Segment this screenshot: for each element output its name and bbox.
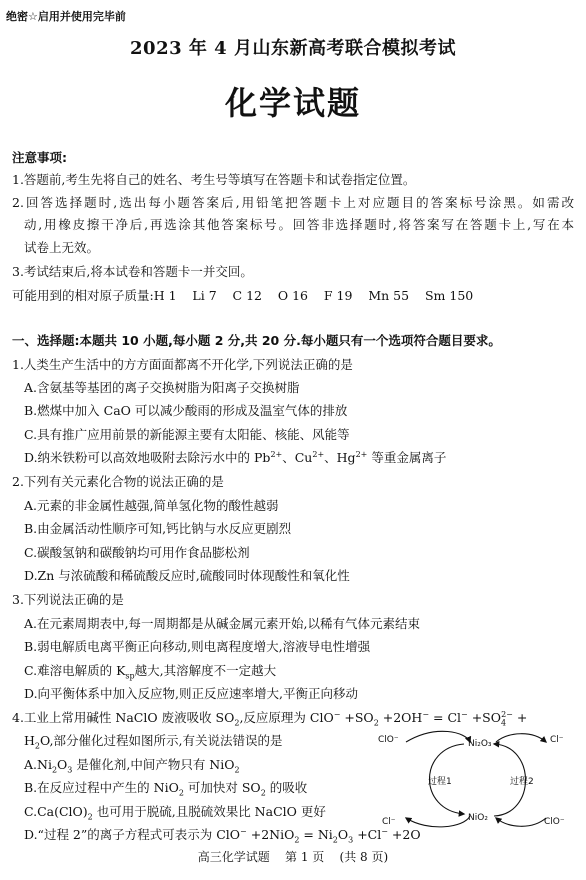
q4-option-b: B.在反应过程中产生的 NiO$_2$ 可加快对 $SO_2$ 的吸收 — [24, 780, 308, 798]
subject-title: 化学试题 — [224, 84, 361, 122]
notice-item-1: 1.答题前,考生先将自己的姓名、考生号等填写在答题卡和试卷指定位置。 — [12, 172, 416, 187]
notice-item-2-line-1: 2.回答选择题时,选出每小题答案后,用铅笔把答题卡上对应题目的答案标号涂黑。如需改 — [12, 195, 574, 210]
q1-option-a: A.含氨基等基团的离子交换树脂为阳离子交换树脂 — [24, 380, 300, 395]
notice-heading: 注意事项: — [12, 150, 67, 165]
label-nio-bottom: NiO₂ — [468, 813, 488, 823]
q3-option-c: C.难溶电解质的 $K_{sp}$越大,其溶解度不一定越大 — [24, 663, 277, 681]
label-clo-left: ClO⁻ — [378, 735, 399, 745]
arc-process-2-top — [496, 734, 546, 742]
arc-process-1 — [406, 731, 470, 742]
q1-option-d: D.纳米铁粉可以高效地吸附去除污水中的 $Pb^{2+}$、$Cu^{2+}$、$Hg^{2+}$ 等重金属离子 — [24, 449, 447, 465]
q4-stem-line-2: $H_2O$,部分催化过程如图所示,有关说法错误的是 — [24, 733, 283, 751]
label-clo-right: ClO⁻ — [544, 817, 565, 827]
q2-stem: 2.下列有关元素化合物的说法正确的是 — [12, 474, 224, 489]
q4-option-c: $C.Ca(ClO)_2$ 也可用于脱硫,且脱硫效果比 NaClO 更好 — [24, 804, 326, 822]
exam-title: 2023 年 4 月山东新高考联合模拟考试 — [130, 38, 456, 59]
notice-item-2-line-3: 试卷上无效。 — [24, 240, 100, 255]
label-cl-right: Cl⁻ — [550, 735, 564, 745]
q3-option-b: B.弱电解质电离平衡正向移动,则电离程度增大,溶液导电性增强 — [24, 639, 371, 654]
page-footer: 高三化学试题 第 1 页 (共 8 页) — [197, 850, 389, 864]
atomic-masses: 可能用到的相对原子质量:H 1 Li 7 C 12 O 16 F 19 Mn 55 Sm 150 — [12, 288, 474, 303]
q1-option-c: C.具有推广应用前景的新能源主要有太阳能、核能、风能等 — [24, 427, 350, 442]
q2-option-b: B.由金属活动性顺序可知,钙比钠与水反应更剧烈 — [24, 521, 292, 536]
arc-process-2-bottom — [496, 818, 546, 826]
arc-process-1-return — [406, 816, 470, 827]
q2-option-d: D.Zn 与浓硫酸和稀硫酸反应时,硫酸同时体现酸性和氧化性 — [24, 568, 350, 583]
catalytic-cycle-diagram — [376, 728, 582, 832]
label-cl-left: Cl⁻ — [382, 817, 396, 827]
notice-item-2-line-2: 动,用橡皮擦干净后,再选涂其他答案标号。回答非选择题时,将答案写在答题卡上,写在本 — [24, 217, 574, 232]
q3-stem: 3.下列说法正确的是 — [12, 592, 124, 607]
label-process-1: 过程1 — [428, 777, 452, 787]
label-process-2: 过程2 — [510, 777, 534, 787]
secret-mark: 绝密☆启用并使用完毕前 — [6, 10, 126, 23]
q4-option-a: $A.Ni_2O_3$ 是催化剂,中间产物只有 NiO$_2$ — [24, 757, 240, 775]
q3-option-a: A.在元素周期表中,每一周期都是从碱金属元素开始,以稀有气体元素结束 — [24, 616, 420, 631]
q3-option-d: D.向平衡体系中加入反应物,则正反应速率增大,平衡正向移动 — [24, 686, 358, 701]
label-nio-top: Ni₂O₃ — [468, 739, 492, 749]
q2-option-a: A.元素的非金属性越强,简单氢化物的酸性越弱 — [24, 498, 279, 513]
q4-stem-line-1: 4.工业上常用碱性 NaClO 废液吸收 $SO_2$,反应原理为 $ClO^- +SO_2 +2OH^- = Cl^- +SO_4^{2-}$ + — [12, 709, 528, 728]
section-1-heading: 一、选择题:本题共 10 小题,每小题 2 分,共 20 分.每小题只有一个选项符合题目要求。 — [12, 333, 501, 348]
q2-option-c: C.碳酸氢钠和碳酸钠均可用作食品膨松剂 — [24, 545, 250, 560]
q1-stem: 1.人类生产生活中的方方面面都离不开化学,下列说法正确的是 — [12, 357, 353, 372]
notice-item-3: 3.考试结束后,将本试卷和答题卡一并交回。 — [12, 264, 253, 279]
q4-option-d: D.“过程 2”的离子方程式可表示为 $ClO^- +2NiO_2 = Ni_2O_3 +Cl^- +2O$ — [24, 826, 421, 845]
q1-option-b: B.燃煤中加入 CaO 可以减少酸雨的形成及温室气体的排放 — [24, 403, 348, 418]
